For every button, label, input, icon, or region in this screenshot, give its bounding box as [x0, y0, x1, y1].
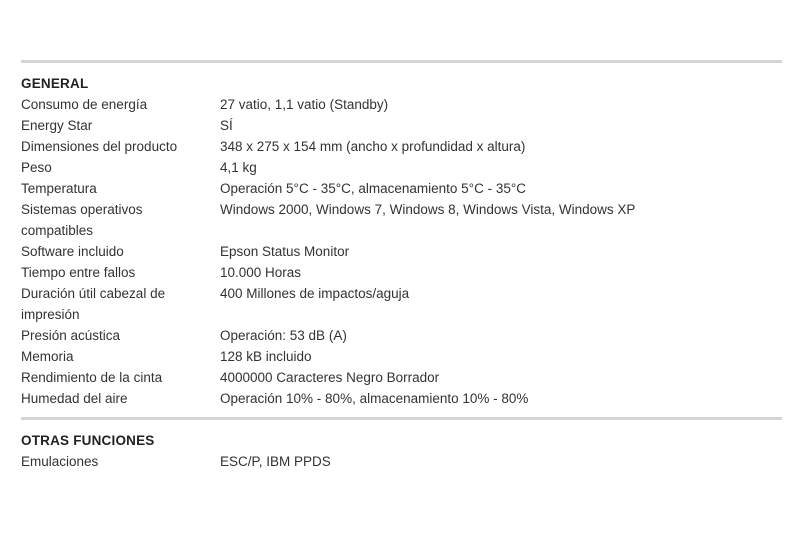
spec-row-printhead-life: [21, 283, 782, 325]
spec-label: Sistemas operativos compatibles: [21, 202, 143, 238]
spec-value: Epson Status Monitor: [220, 244, 350, 259]
spec-rows: [21, 94, 782, 414]
spec-row-included-software: [21, 241, 782, 262]
spec-row-noise: [21, 325, 782, 346]
spec-table: [21, 60, 782, 477]
spec-value: 4,1 kg: [220, 160, 257, 175]
spec-label: Humedad del aire: [21, 391, 128, 406]
spec-label: Energy Star: [21, 118, 93, 133]
spec-label: Software incluido: [21, 244, 124, 259]
spec-value: ESC/P, IBM PPDS: [220, 454, 331, 469]
spec-value: Operación 10% - 80%, almacenamiento 10% - 80%: [220, 391, 529, 406]
section-title: GENERAL: [21, 76, 89, 91]
spec-value: 128 kB incluido: [220, 349, 312, 364]
spec-value: SÍ: [220, 118, 233, 133]
spec-row-dimensions: [21, 136, 782, 157]
spec-value: Windows 2000, Windows 7, Windows 8, Windows Vista, Windows XP: [220, 202, 636, 217]
spec-label: Peso: [21, 160, 52, 175]
spec-label: Emulaciones: [21, 454, 99, 469]
spec-label: Duración útil cabezal de impresión: [21, 286, 166, 322]
spec-label: Dimensiones del producto: [21, 139, 178, 154]
spec-label: Presión acústica: [21, 328, 121, 343]
spec-row-memory: [21, 346, 782, 367]
spec-row-weight: [21, 157, 782, 178]
spec-section-general: [21, 60, 782, 414]
spec-row-emulations: [21, 451, 782, 472]
spec-row-mtbf: [21, 262, 782, 283]
spec-value: Operación 5°C - 35°C, almacenamiento 5°C - 35°C: [220, 181, 526, 196]
spec-row-power-consumption: [21, 94, 782, 115]
spec-value: 10.000 Horas: [220, 265, 302, 280]
spec-label: Temperatura: [21, 181, 97, 196]
spec-row-temperature: [21, 178, 782, 199]
spec-label: Memoria: [21, 349, 74, 364]
spec-value: 4000000 Caracteres Negro Borrador: [220, 370, 440, 385]
spec-value: 348 x 275 x 154 mm (ancho x profundidad x altura): [220, 139, 526, 154]
spec-label: Tiempo entre fallos: [21, 265, 136, 280]
spec-label: Consumo de energía: [21, 97, 148, 112]
spec-rows: [21, 451, 782, 477]
spec-row-operating-systems: [21, 199, 782, 241]
spec-row-energy-star: [21, 115, 782, 136]
spec-section-other-functions: [21, 417, 782, 477]
spec-row-humidity: [21, 388, 782, 409]
spec-label: Rendimiento de la cinta: [21, 370, 163, 385]
spec-value: 400 Millones de impactos/aguja: [220, 286, 410, 301]
spec-value: 27 vatio, 1,1 vatio (Standby): [220, 97, 389, 112]
section-title: OTRAS FUNCIONES: [21, 433, 155, 448]
spec-value: Operación: 53 dB (A): [220, 328, 347, 343]
spec-row-ribbon-yield: [21, 367, 782, 388]
